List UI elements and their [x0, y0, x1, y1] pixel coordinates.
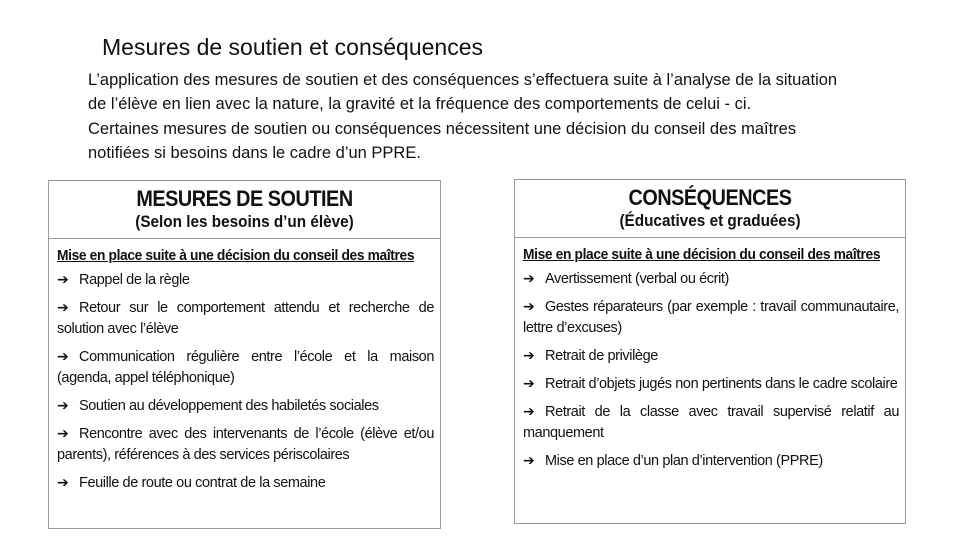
consequences-decision-label: Mise en place suite à une décision du conseil des maîtres	[523, 246, 881, 263]
list-item-text: Mise en place d’un plan d’intervention (PPRE)	[545, 453, 823, 469]
arrow-right-icon: ➔	[57, 349, 69, 365]
intro-line: notifiées si besoins dans le cadre d’un PPRE.	[88, 143, 421, 162]
soutien-decision-label: Mise en place suite à une décision du conseil des maîtres	[57, 247, 415, 264]
consequences-heading: CONSÉQUENCES	[628, 185, 792, 210]
list-item	[523, 402, 899, 444]
consequences-subheading: (Éducatives et graduées)	[619, 211, 801, 230]
intro-paragraph	[88, 68, 938, 165]
consequences-header	[515, 180, 905, 238]
arrow-right-icon: ➔	[57, 426, 69, 442]
list-item	[523, 346, 899, 367]
list-item	[523, 297, 899, 339]
arrow-right-icon: ➔	[523, 348, 535, 364]
arrow-right-icon: ➔	[57, 475, 69, 491]
list-item	[57, 347, 434, 389]
list-item	[57, 270, 434, 291]
list-item-text: Retrait de la classe avec travail supervisé relatif au manquement	[523, 404, 899, 441]
list-item	[57, 298, 434, 340]
list-item	[57, 396, 434, 417]
intro-line: de l’élève en lien avec la nature, la gravité et la fréquence des comportements de celui - ci.	[88, 95, 752, 114]
soutien-panel	[48, 180, 441, 529]
list-item-text: Retrait de privilège	[545, 348, 658, 364]
list-item	[57, 424, 434, 466]
soutien-list	[57, 270, 434, 494]
list-item-text: Soutien au développement des habiletés sociales	[79, 398, 379, 414]
arrow-right-icon: ➔	[523, 404, 535, 420]
list-item-text: Rencontre avec des intervenants de l’école (élève et/ou parents), références à des services périscolaires	[57, 426, 434, 463]
list-item-text: Gestes réparateurs (par exemple : travail communautaire, lettre d’excuses)	[523, 299, 899, 336]
arrow-right-icon: ➔	[523, 453, 535, 469]
intro-line: L’application des mesures de soutien et des conséquences s’effectuera suite à l’analyse de la situation	[88, 71, 838, 89]
page-title: Mesures de soutien et conséquences	[102, 34, 484, 60]
arrow-right-icon: ➔	[57, 300, 69, 316]
consequences-panel	[514, 179, 906, 524]
list-item	[523, 451, 899, 472]
list-item-text: Avertissement (verbal ou écrit)	[545, 271, 729, 287]
list-item	[523, 374, 899, 395]
list-item-text: Rappel de la règle	[79, 272, 190, 288]
arrow-right-icon: ➔	[523, 376, 535, 392]
list-item	[523, 269, 899, 290]
consequences-list	[523, 269, 899, 472]
arrow-right-icon: ➔	[523, 271, 535, 287]
intro-line: Certaines mesures de soutien ou conséquences nécessitent une décision du conseil des maîtres	[88, 119, 797, 138]
arrow-right-icon: ➔	[57, 272, 69, 288]
list-item-text: Retour sur le comportement attendu et recherche de solution avec l’élève	[57, 300, 434, 337]
soutien-header	[49, 181, 440, 239]
arrow-right-icon: ➔	[523, 299, 535, 315]
soutien-subheading: (Selon les besoins d’un élève)	[135, 212, 354, 231]
soutien-heading: MESURES DE SOUTIEN	[136, 186, 353, 211]
list-item-text: Communication régulière entre l’école et la maison (agenda, appel téléphonique)	[57, 349, 434, 386]
list-item-text: Feuille de route ou contrat de la semaine	[79, 475, 326, 491]
list-item	[57, 473, 434, 494]
arrow-right-icon: ➔	[57, 398, 69, 414]
list-item-text: Retrait d’objets jugés non pertinents dans le cadre scolaire	[545, 376, 898, 392]
